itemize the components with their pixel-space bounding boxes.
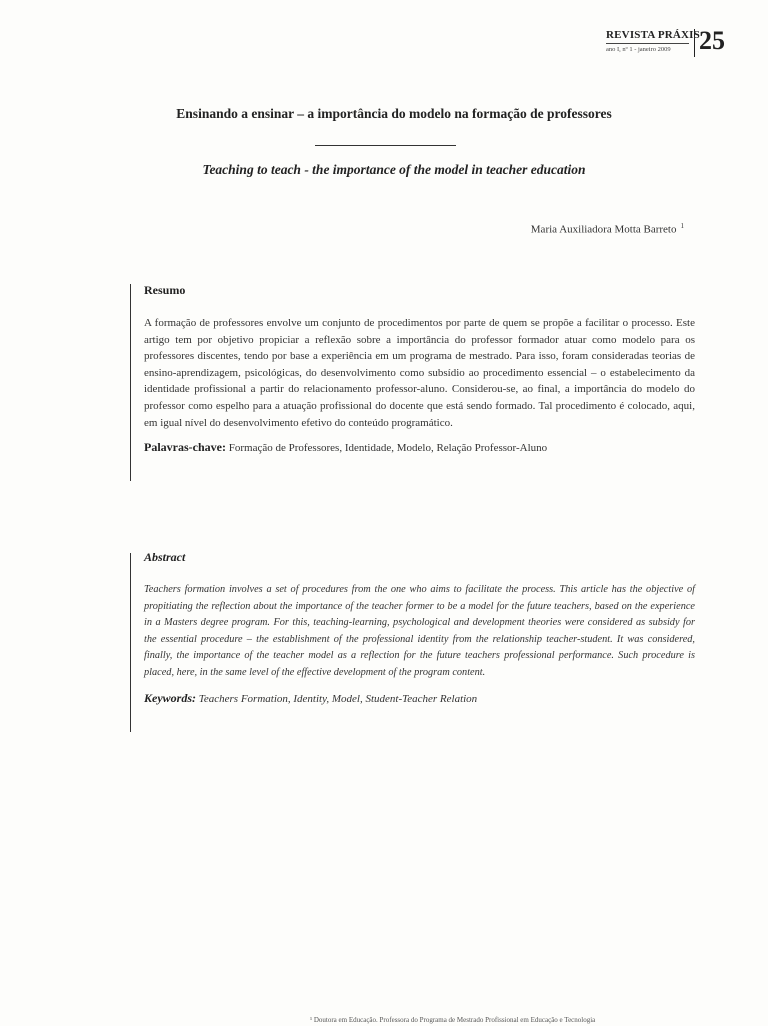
author-footnote-ref: 1	[680, 222, 684, 230]
resumo-keywords-value: Formação de Professores, Identidade, Modelo, Relação Professor-Aluno	[228, 442, 548, 455]
footnote: ¹ Doutora em Educação. Professora do Programa de Mestrado Profissional em Educação e Tecnologia	[310, 1016, 596, 1024]
abstract-keywords	[144, 691, 695, 706]
journal-name: REVISTA PRÁXIS	[606, 29, 700, 41]
page-divider	[694, 29, 695, 57]
resumo-section	[144, 283, 695, 455]
article-title-pt: Ensinando a ensinar – a importância do modelo na formação de professores	[176, 106, 612, 121]
resumo-keywords	[144, 440, 695, 455]
resumo-body: A formação de professores envolve um conjunto de procedimentos por parte de quem se propõe a facilitar o processo. Este artigo tem por objetivo propiciar a reflexão sobre a importância do professor formador atuar como modelo para os professores discentes, tendo por base a experiência em um programa de mestrado. Para isso, foram consideradas teorias de ensino-aprendizagem, psicológicas, do desenvolvimento como subsídio ao procedimento essencial – o estabelecimento da identidade profissional a partir do relacionamento professor-aluno. Considerou-se, ao final, a importância do modelo do professor como espelho para a atuação profissional do docente que está sendo formado. Tal procedimento é colocado, aqui, em igual nível do desenvolvimento efetivo do conteúdo programático.	[144, 317, 695, 429]
title-divider	[315, 145, 456, 146]
abstract-body: Teachers formation involves a set of procedures from the one who aims to facilitate the process. This article has the objective of propitiating the reflection about the importance of the teacher former to be a model for the future teachers, based on the experience in a Masters degree program. For this, teaching-learning, psychological and development theories were considered as subsidy for the essential procedure – the establishment of the professional identity from the relationship teacher-student. It was considered, finally, the importance of the teacher model as a reflection for the future teachers professional performance. Such procedure is placed, here, in the same level of the effective development of the program content.	[144, 584, 695, 678]
author-line	[531, 222, 684, 236]
abstract-keywords-label: Keywords:	[144, 690, 196, 705]
resumo-keywords-label: Palavras-chave:	[144, 440, 226, 455]
journal-header	[606, 27, 746, 61]
resumo-heading: Resumo	[144, 283, 186, 297]
journal-issue: ano I, nº 1 - janeiro 2009	[606, 46, 671, 53]
abstract-margin-bar	[130, 553, 131, 732]
abstract-section	[144, 550, 695, 706]
abstract-heading: Abstract	[144, 550, 186, 564]
author-name: Maria Auxiliadora Motta Barreto	[530, 223, 677, 236]
abstract-keywords-value: Teachers Formation, Identity, Model, Student-Teacher Relation	[198, 692, 478, 705]
article-title-en: Teaching to teach - the importance of the model in teacher education	[202, 162, 586, 177]
resumo-margin-bar	[130, 284, 131, 481]
journal-rule	[606, 43, 689, 44]
page-number: 25	[699, 26, 725, 55]
